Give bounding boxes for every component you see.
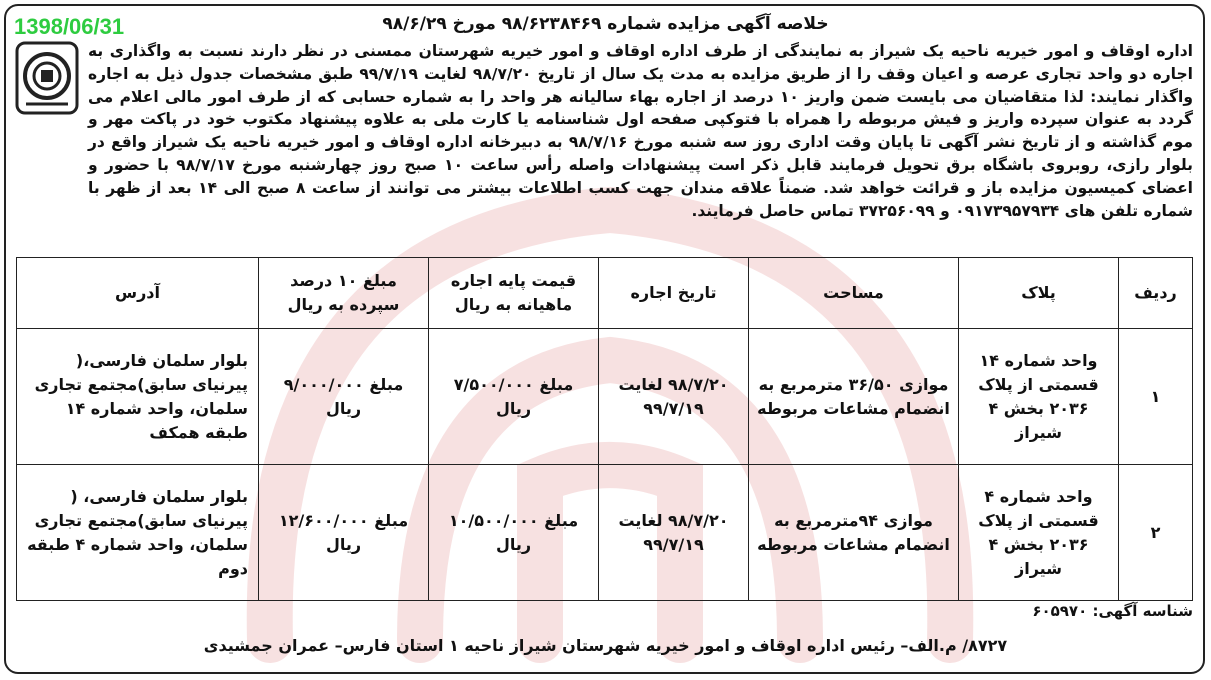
table-row (17, 465, 1193, 601)
table-row (17, 329, 1193, 465)
header-area: مساحت (749, 258, 959, 329)
cell-row-number: ۲ (1119, 465, 1193, 601)
cell-deposit: مبلغ ۱۲/۶۰۰/۰۰۰ ریال (259, 465, 429, 601)
header-base-price: قیمت پایه اجاره ماهیانه به ریال (429, 258, 599, 329)
notice-body (16, 40, 1193, 222)
header-deposit: مبلغ ۱۰ درصد سپرده به ریال (259, 258, 429, 329)
cell-row-number: ۱ (1119, 329, 1193, 465)
header-plaque: پلاک (959, 258, 1119, 329)
notice-id: شناسه آگهی: ۶۰۵۹۷۰ (1032, 602, 1193, 620)
cell-area: موازی ۳۶/۵۰ مترمربع به انضمام مشاعات مربوطه (749, 329, 959, 465)
cell-lease-date: ۹۸/۷/۲۰ لغایت ۹۹/۷/۱۹ (599, 329, 749, 465)
cell-base-price: مبلغ ۷/۵۰۰/۰۰۰ ریال (429, 329, 599, 465)
clipping-date-stamp: 1398/06/31 (14, 14, 125, 39)
signature-line: ۸۷۲۷/ م.الف– رئیس اداره اوقاف و امور خیریه شهرستان شیراز ناحیه ۱ استان فارس– عمران جمشیدی (203, 636, 1008, 655)
cell-area: موازی ۹۴مترمربع به انضمام مشاعات مربوطه (749, 465, 959, 601)
cell-plaque: واحد شماره ۴ قسمتی از پلاک ۲۰۳۶ بخش ۴ شیراز (959, 465, 1119, 601)
table-header-row (17, 258, 1193, 329)
cell-base-price: مبلغ ۱۰/۵۰۰/۰۰۰ ریال (429, 465, 599, 601)
notice-title: خلاصه آگهی مزایده شماره ۹۸/۶۲۳۸۴۶۹ مورخ ۹۸/۶/۲۹ (382, 14, 829, 34)
cell-address: بلوار سلمان فارسی،( پیرنیای سابق)مجتمع تجاری سلمان، واحد شماره ۱۴ طبقه همکف (17, 329, 259, 465)
cell-address: بلوار سلمان فارسی، ( پیرنیای سابق)مجتمع تجاری سلمان، واحد شماره ۴ طبقه دوم (17, 465, 259, 601)
notice-body-text: اداره اوقاف و امور خیریه ناحیه یک شیراز به نمایندگی از طرف اداره اوقاف و امور خیریه شهرستان ممسنی در نظر دارند نسبت به واگذاری به اجاره دو واحد تجاری عرصه و اعیان وقف را از طریق مزایده به مدت یک سال از تاریخ ۹۸/۷/۲۰ لغایت ۹۹/۷/۱۹ طبق مشخصات جدول ذیل به اجاره واگذار نمایند: لذا متقاضیان می بایست ضمن واریز ۱۰ درصد از اجاره بهاء سالیانه هر واحد را به شماره حسابی که از طرف امور مالی اعلام می گردد به عنوان سپرده واریز و فیش مربوطه را همراه با فتوکپی صفحه اول شناسنامه یا کارت ملی به علاوه پیشنهاد مکتوب خود در پاکت مهر و موم گذاشته و از تاریخ نشر آگهی تا پایان وقت اداری روز سه شنبه مورخ ۹۸/۷/۱۶ به دبیرخانه اداره اوقاف و امور خیریه ناحیه یک شیراز واقع در بلوار رازی، روبروی باشگاه برق تحویل فرمایند قابل ذکر است پیشنهادات واصله رأس ساعت ۱۰ صبح روز چهارشنبه مورخ ۹۸/۷/۱۷ با حضور و اعضای کمیسیون مزایده باز و قرائت خواهد شد. ضمناً علاقه مندان جهت کسب اطلاعات بیشتر می توانند از ساعت ۸ صبح الی ۱۴ بعد از ظهر با شماره تلفن های ۰۹۱۷۳۹۵۷۹۳۴ و ۳۷۲۵۶۰۹۹ تماس حاصل فرمایند. (88, 42, 1194, 220)
cell-plaque: واحد شماره ۱۴ قسمتی از پلاک ۲۰۳۶ بخش ۴ شیراز (959, 329, 1119, 465)
header-address: آدرس (17, 258, 259, 329)
cell-lease-date: ۹۸/۷/۲۰ لغایت ۹۹/۷/۱۹ (599, 465, 749, 601)
header-lease-date: تاریخ اجاره (599, 258, 749, 329)
lease-items-table (16, 257, 1193, 601)
header-row-number: ردیف (1119, 258, 1193, 329)
cell-deposit: مبلغ ۹/۰۰۰/۰۰۰ ریال (259, 329, 429, 465)
